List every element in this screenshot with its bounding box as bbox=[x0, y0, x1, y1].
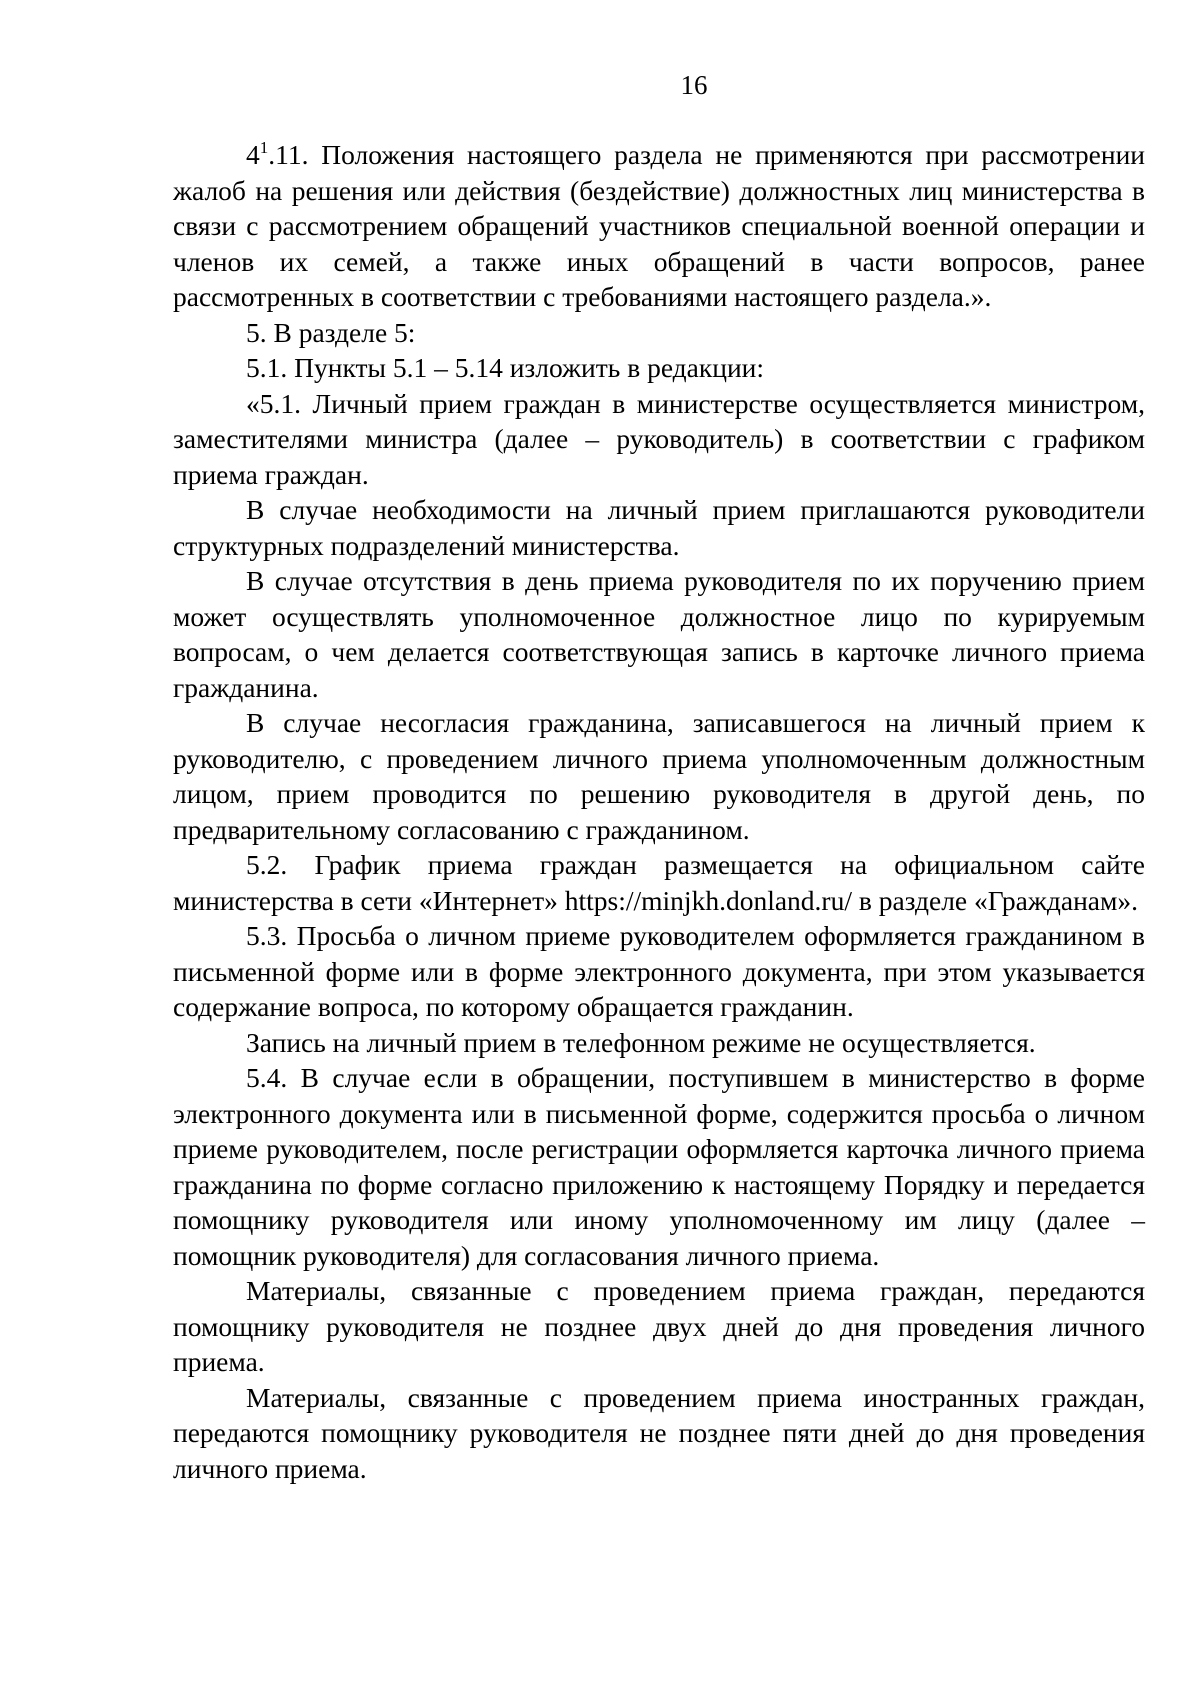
paragraph-5-1-intro: 5.1. Пункты 5.1 – 5.14 изложить в редакции: bbox=[246, 352, 765, 383]
document-body bbox=[173, 137, 1145, 1486]
paragraph-4-1-11 bbox=[173, 137, 1145, 315]
paragraph-5-1-absence: В случае отсутствия в день приема руководителя по их поручению прием может осуществлять уполномоченное должностное лицо по курируемым вопросам, о чем делается соответствующая запись в карточке личного приема гражданина. bbox=[173, 565, 1145, 703]
paragraph-5-4-materials: Материалы, связанные с проведением приема граждан, передаются помощнику руководителя не позднее двух дней до дня проведения личного приема. bbox=[173, 1275, 1145, 1377]
paragraph-text: .11. Положения настоящего раздела не применяются при рассмотрении жалоб на решения или действия (бездействие) должностных лиц министерства в связи с рассмотрением обращений участников специальной военной операции и членов их семей, а также иных обращений в части вопросов, ранее рассмотренных в соответствии с требованиями настоящего раздела.». bbox=[173, 139, 1145, 312]
paragraph-5-3-phone: Запись на личный прием в телефонном режиме не осуществляется. bbox=[246, 1026, 1036, 1058]
superscript: 1 bbox=[259, 138, 269, 157]
paragraph-5-1: «5.1. Личный прием граждан в министерстве осуществляется министром, заместителями министра (далее – руководитель) в соответствии с графиком приема граждан. bbox=[173, 387, 1145, 490]
paragraph-5-3: 5.3. Просьба о личном приеме руководителем оформляется гражданином в письменной форме или в форме электронного документа, при этом указывается содержание вопроса, по которому обращается гражданин. bbox=[173, 920, 1145, 1022]
paragraph-5-4-foreign-materials: Материалы, связанные с проведением приема иностранных граждан, передаются помощнику руководителя не позднее пяти дней до дня проведения личного приема. bbox=[173, 1381, 1145, 1484]
paragraph-section-5: 5. В разделе 5: bbox=[246, 316, 416, 348]
paragraph-5-4: 5.4. В случае если в обращении, поступившем в министерство в форме электронного документа или в письменной форме, содержится просьба о личном приеме руководителем, после регистрации оформляется карточка личного приема гражданина по форме согласно приложению к настоящему Порядку и передается помощнику руководителя или иному уполномоченному им лицу (далее – помощник руководителя) для согласования личного приема. bbox=[173, 1062, 1145, 1271]
paragraph-5-1-disagreement: В случае несогласия гражданина, записавшегося на личный прием к руководителю, с проведением личного приема уполномоченным должностным лицом, прием проводится по решению руководителя в другой день, по предварительному согласованию с гражданином. bbox=[173, 707, 1145, 845]
page-number: 16 bbox=[680, 70, 708, 100]
paragraph-5-1-necessity: В случае необходимости на личный прием приглашаются руководители структурных подразделений министерства. bbox=[173, 494, 1145, 561]
paragraph-prefix: 4 bbox=[246, 139, 260, 170]
paragraph-5-2: 5.2. График приема граждан размещается на официальном сайте министерства в сети «Интернет» https://minjkh.donland.ru/ в разделе «Гражданам». bbox=[173, 849, 1145, 916]
